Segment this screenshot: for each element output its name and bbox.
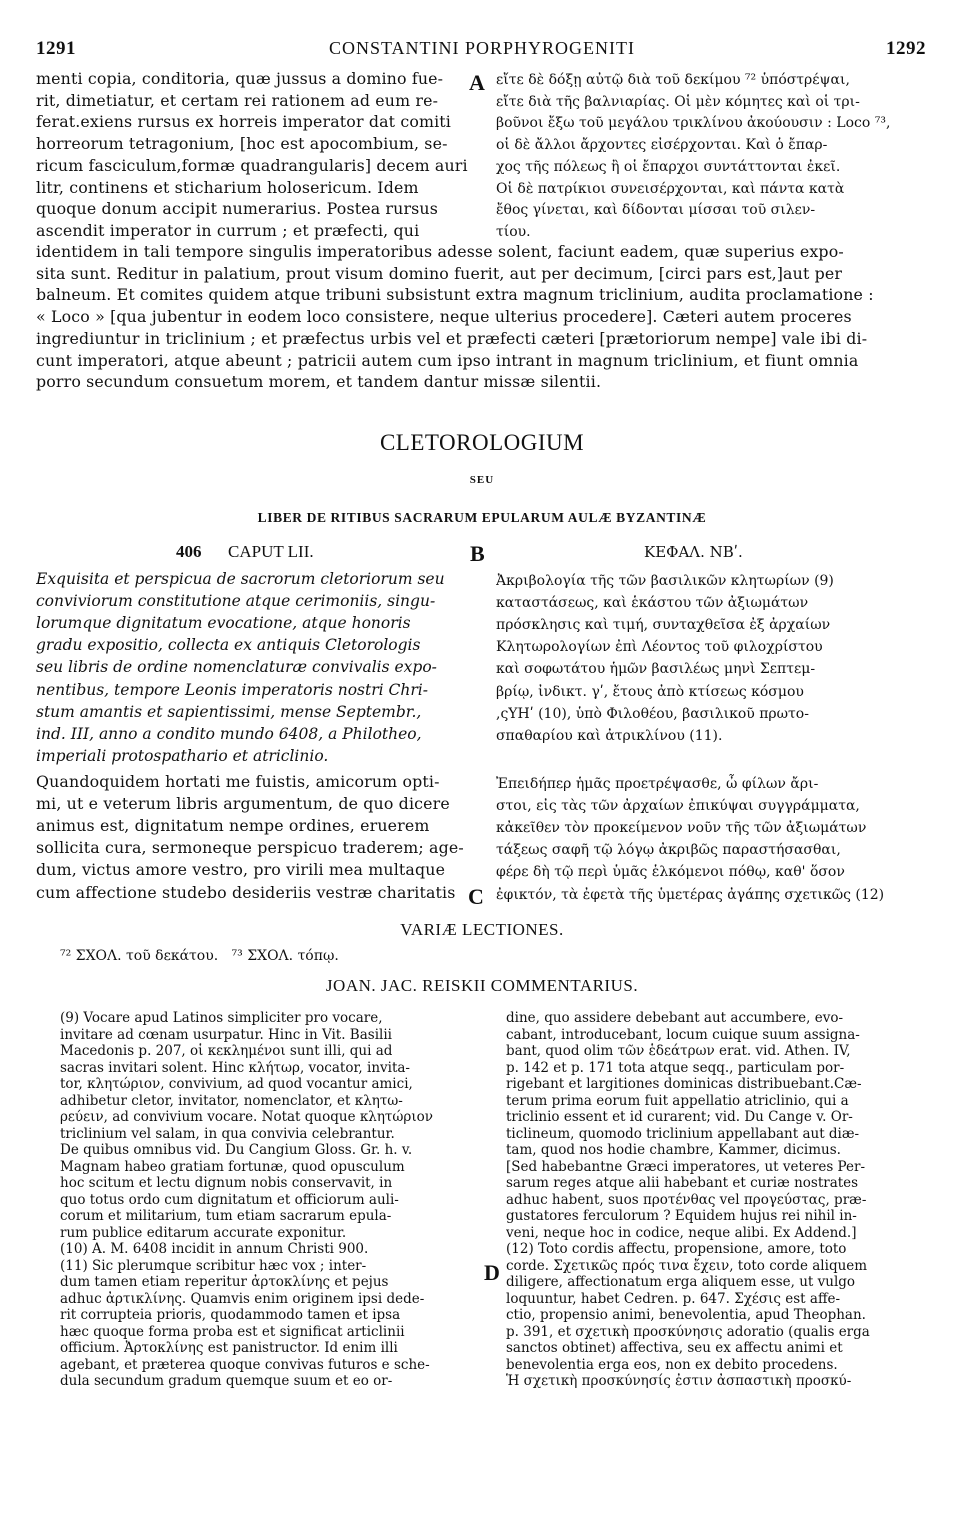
text-line: De quibus omnibus vid. Du Cangium Gloss. Gr. h. v. [60,1142,413,1158]
text-line: loquuntur, habet Cedren. p. 647. Σχέσις est affe- [506,1290,841,1307]
text-line: invitare ad cœnam usurpatur. Hinc in Vit. Basilii [60,1026,392,1043]
text-line: ticlineum, quomodo triclinium appellabant aut diæ- [506,1125,860,1142]
variae-lectiones-text: ⁷² ΣΧΟΛ. τοῦ δεκάτου. ⁷³ ΣΧΟΛ. τόπῳ. [60,948,339,964]
running-title: CONSTANTINI PORPHYROGENITI [328,38,636,58]
chapter-latin-heading: CAPUT LII. [228,542,314,561]
text-line: ,ςΥΗʹ (10), ὑπὸ Φιλοθέου, βασιλικοῦ πρωτο- [496,705,809,722]
text-line: εἴτε διὰ τῆς βαλνιαρίας. Οἱ μὲν κόμητες καὶ οἱ τρι- [496,93,860,110]
text-line: adhuc ἀρτικλίνης. Quamvis enim originem ipsi dede- [60,1290,425,1307]
text-line: cunt imperatori, atque abeunt ; patricii autem cum ipso intrant in magnum triclinium, et fiunt omnia [36,350,859,370]
text-line: conviviorum constitutione atque cerimoniis, singu- [36,592,436,611]
text-line: dine, quo assidere debebant aut accumbere, evo- [506,1010,844,1026]
text-line: sollicita cura, sermoneque perspicuo traderem; age- [36,838,464,858]
text-line: φέρε δὴ τῷ περὶ ὑμᾶς ἑλκόμενοι πόθῳ, καθ' ὅσον [496,864,845,881]
text-line: mi, ut e veterum libris argumentum, de quo dicere [36,794,450,814]
text-line: τάξεως σαφῆ τῷ λόγῳ ἀκριβῶς παραστήσασθαι, [496,842,841,859]
text-line: Quandoquidem hortati me fuistis, amicorum opti- [36,772,440,791]
text-line: sacras invitari solent. Hinc κλήτωρ, vocator, invita- [60,1059,410,1076]
text-line: porro secundum consuetum morem, et tandem dantur missæ silentii. [36,372,602,392]
text-line: veni, neque hoc in codice, neque alibi. Ex Addend.] [506,1224,857,1241]
text-line: Ἡ σχετικὴ προσκύνησίς ἐστιν ἀσπαστικὴ προσκύ- [506,1373,852,1389]
page-number-right: 1292 [886,38,926,59]
text-line: dum tamen etiam reperitur ἀρτοκλίνης et pejus [60,1274,389,1290]
text-line: rigebant et largitiones dominicas distribuebant.Cæ- [506,1076,862,1092]
text-line: triclinio essent et id curarent; vid. Du Cange v. Or- [506,1109,853,1125]
text-line: ferat.exiens rursus ex horreis imperator dat comiti [36,112,452,132]
text-line: ἐφικτόν, τὰ ἐφετὰ τῆς ὑμετέρας ἀγάπης σχετικῶς (12) [496,886,885,903]
text-line: ἔθος γίνεται, καὶ δίδονται μίσσαι τοῦ σιλεν- [496,202,816,219]
liber-subtitle: LIBER DE RITIBUS SACRARUM EPULARUM AULÆ BYZANTINÆ [257,510,707,525]
text-line: hæc quoque forma proba est et significat articlinii [60,1323,405,1340]
text-line: ascendit imperator in currum ; et præfecti, qui [36,220,420,240]
text-line: balneum. Et comites quidem atque tribuni subsistunt extra magnum triclinium, audita proclamatione : [36,285,874,305]
seu-title: SEU [469,474,495,486]
text-line: ρεύειν, ad convivium vocare. Notat quoque κλητώριον [60,1109,433,1125]
text-line: Κλητωρολογίων ἐπὶ Λέοντος τοῦ φιλοχρίστου [496,639,823,656]
text-line: (11) Sic plerumque scribitur hæc vox ; inter- [60,1257,367,1274]
text-line: (12) Toto cordis affectu, propensione, amore, toto [506,1241,847,1257]
text-line: rit corrupteia prioris, quodammodo tamen et ipsa [60,1307,401,1323]
margin-marker-d: D [484,1260,500,1285]
text-line: Macedonis p. 207, οἱ κεκλημένοι sunt illi, qui ad [60,1043,393,1059]
margin-marker-c: C [468,884,484,909]
text-line: Ἀκριβολογία τῆς τῶν βασιλικῶν κλητωρίων (9) [496,573,834,589]
margin-marker-a: A [469,70,485,95]
text-line: litr, continens et sticharium holosericum. Idem [36,177,419,197]
text-line: πρόσκλησις καὶ τιμή, συνταχθεῖσα ἐξ ἀρχαίων [496,617,831,634]
text-line: τίου. [496,223,531,240]
text-line: rit, dimetiatur, et certam rei rationem ad eum re- [36,90,439,110]
text-line: Magnam habeo gratiam fortunæ, quod opusculum [60,1158,405,1175]
text-line: καὶ σοφωτάτου ἡμῶν βασιλέως μηνὶ Σεπτεμ- [496,661,816,678]
text-line: (10) A. M. 6408 incidit in annum Christi 900. [60,1241,369,1257]
text-line: [Sed habebantne Græci imperatores, ut veteres Per- [506,1158,866,1175]
text-line: quoque donum accipit numerarius. Postea rursus [36,199,438,219]
chapter-greek-heading: ΚΕΦΑΛ. ΝΒʹ. [644,543,743,561]
text-line: officium. Ἀρτοκλίνης est panistructor. Id enim illi [60,1340,398,1356]
text-line: p. 142 et p. 171 tota atque seqq., particulam por- [506,1059,845,1076]
text-line: sita sunt. Reditur in palatium, prout visum domino fuerit, aut per decimum, [circi pars est,]aut per [36,263,843,283]
text-line: imperiali protospathario et atriclinio. [36,746,329,765]
text-line: ingrediuntur in triclinium ; et præfectus urbis vel et præfecti cæteri [prætoriorum nempe] vale ibi di- [36,328,868,348]
text-line: στοι, εἰς τὰς τῶν ἀρχαίων ἐπικύψαι συγγράμματα, [496,798,860,815]
text-line: tam, quod nos hodie chambre, Kammer, dicimus. [506,1142,841,1158]
text-line: καταστάσεως, καὶ ἑκάστου τῶν ἀξιωμάτων [496,595,809,612]
text-line: gustatores ferculorum ? Equidem hujus rei nihil in- [506,1208,857,1224]
text-line: adhuc habent, suos προτένθας vel προγεύστας, præ- [506,1191,867,1208]
text-line: Οἱ δὲ πατρίκιοι συνεισέρχονται, καὶ πάντα κατὰ [496,180,845,197]
commentary-title: JOAN. JAC. REISKII COMMENTARIUS. [325,976,639,995]
text-line: (9) Vocare apud Latinos simpliciter pro vocare, [60,1010,383,1026]
text-line: stum amantis et sapientissimi, mense Septembr., [36,702,422,721]
text-line: bant, quod olim τῶν ἑδεάτρων erat. vid. Athen. IV, [506,1043,851,1059]
text-line: βρίῳ, ἰνδικτ. γʹ, ἔτους ἀπὸ κτίσεως κόσμου [496,683,804,700]
page-number-left: 1291 [36,38,76,59]
text-line: rum publice editarum accurate exponitur. [60,1224,347,1241]
text-line: ricum fasciculum,formæ quadrangularis] decem auri [36,155,468,175]
variae-lectiones-title: VARIÆ LECTIONES. [400,920,564,939]
text-line: identidem in tali tempore singulis imperatoribus adesse solent, faciunt eadem, quæ superius expo- [36,242,844,261]
text-line: triclinium vel salam, in qua convivia celebrantur. [60,1125,395,1142]
text-line: corum et militarium, tum etiam sacrarum epula- [60,1208,392,1224]
text-line: cabant, introducebant, locum cuique suum assigna- [506,1026,860,1043]
text-line: sanctos obtinet) affectiva, seu ex affectu animi et [506,1340,843,1356]
text-line: gradu expositio, collecta ex antiquis Cletorologis [36,636,421,655]
text-line: οἱ δὲ ἄλλοι ἄρχοντες εἰσέρχονται. Καὶ ὁ ἔπαρ- [496,137,828,154]
text-line: seu libris de ordine nomenclaturæ convivalis expo- [36,658,437,677]
text-line: adhibetur cletor, invitator, nomenclator, et κλητω- [60,1092,403,1109]
text-line: Ἐπειδήπερ ἡμᾶς προετρέψασθε, ὦ φίλων ἄρι- [496,776,819,792]
text-line: εἴτε δὲ δόξῃ αὐτῷ διὰ τοῦ δεκίμου ⁷² ὑπόστρέψαι, [496,72,850,88]
text-line: κἀκεῖθεν τὸν προκείμενον νοῦν τῆς τῶν ἀξιωμάτων [496,820,867,837]
text-line: sarum reges atque alii habebant et curiæ nostrates [506,1175,859,1191]
text-line: ind. III, anno a condito mundo 6408, a Philotheo, [36,724,422,743]
text-line: cum affectione studebo desideriis vestræ charitatis [36,882,456,902]
text-line: dula secundum gradum quemque suum et eo or- [60,1373,393,1389]
text-line: diligere, affectionatum erga aliquem esse, ut vulgo [506,1274,856,1290]
text-line: quo totus ordo cum dignitatum et officiorum auli- [60,1191,399,1208]
text-line: σπαθαρίου καὶ ἀτρικλίνου (11). [496,727,723,744]
text-line: corde. Σχετικῶς πρός τινα ἔχειν, toto corde aliquem [506,1257,868,1274]
text-line: agebant, et præterea quoque convivas futuros e sche- [60,1356,430,1373]
margin-marker-b: B [470,541,485,566]
text-line: benevolentia erga eos, non ex debito procedens. [506,1356,838,1373]
text-line: nentibus, tempore Leonis imperatoris nostri Chri- [36,680,428,699]
text-line: « Loco » [qua jubentur in eodem loco consistere, neque ulterius procedere]. Cæteri autem proceres [36,307,852,327]
text-line: tor, κλητώριον, convivium, ad quod vocantur amici, [60,1076,413,1092]
text-line: lorumque dignitatum evocatione, atque honoris [36,614,411,633]
chapter-number: 406 [176,542,202,561]
text-line: Exquisita et perspicua de sacrorum cletoriorum seu [36,570,445,588]
text-line: χος τῆς πόλεως ἢ οἱ ἔπαρχοι συντάττονται ἐκεῖ. [496,158,841,175]
cletorologium-title: CLETOROLOGIUM [379,430,585,455]
text-line: ctio, propensio animi, benevolentia, apud Theophan. [506,1307,866,1323]
text-line: βοῦνοι ἔξω τοῦ μεγάλου τρικλίνου ἀκούουσιν : Loco ⁷³, [496,115,891,132]
text-line: horreorum tetragonium, [hoc est apocombium, se- [36,134,448,154]
text-line: terum prima eorum fuit appellatio atriclinio, qui a [506,1092,849,1109]
text-line: dum, victus amore vestro, pro virili mea multaque [36,860,446,880]
text-line: hoc scitum et lectu dignum nobis conservavit, in [60,1175,393,1191]
text-line: p. 391, et σχετικὴ προσκύνησις adoratio (qualis erga [506,1323,870,1340]
text-line: animus est, dignitatum nempe ordines, eruerem [36,816,430,836]
text-line: menti copia, conditoria, quæ jussus a domino fue- [36,69,444,88]
